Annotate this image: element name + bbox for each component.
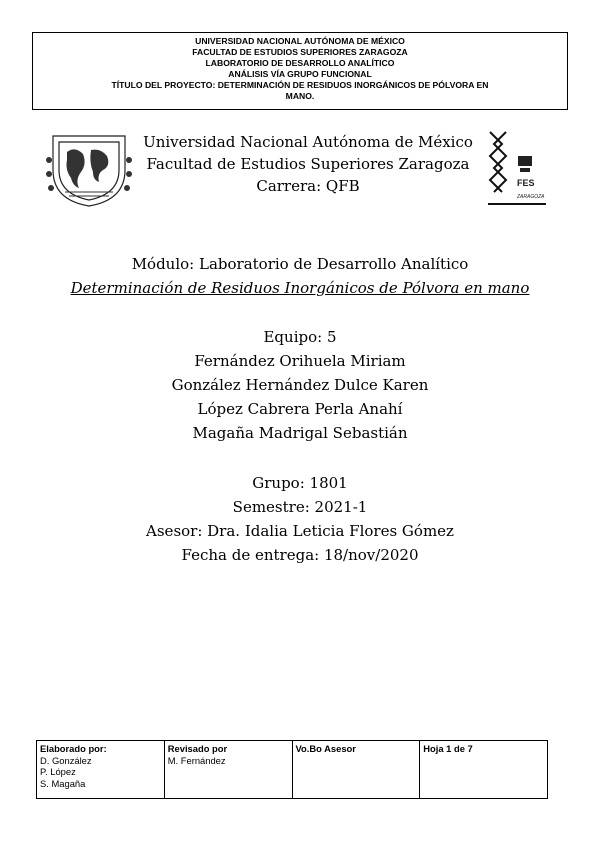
header-line: FACULTAD DE ESTUDIOS SUPERIORES ZARAGOZA [192,47,408,57]
prepared-by-cell [37,741,165,799]
advisor-approval-label: Vo.Bo Asesor [295,743,356,754]
fes-text: FES [517,178,535,188]
institution-block [130,131,486,197]
fes-zaragoza-logo [484,128,550,208]
semester-line: Semestre: 2021-1 [232,498,368,516]
delivery-date-line: Fecha de entrega: 18/nov/2020 [181,546,419,564]
prepared-by-name: P. López [40,766,76,777]
module-line: Módulo: Laboratorio de Desarrollo Analítico [131,255,469,273]
prepared-by-label: Elaborado por: [40,743,107,754]
header-line: ANÁLISIS VÍA GRUPO FUNCIONAL [228,69,372,79]
zaragoza-text: ZARAGOZA [517,194,545,200]
reviewed-by-name: M. Fernández [167,754,226,766]
advisor-line: Asesor: Dra. Idalia Leticia Flores Gómez [146,522,454,540]
team-member: González Hernández Dulce Karen [171,376,429,394]
team-label: Equipo: 5 [263,328,337,346]
advisor-approval-cell [292,741,420,799]
prepared-by-name: S. Magaña [40,777,86,789]
team-member: Fernández Orihuela Miriam [194,352,406,370]
faculty-name: Facultad de Estudios Superiores Zaragoza [146,155,470,173]
unam-seal-logo [45,130,133,208]
group-line: Grupo: 1801 [252,474,348,492]
project-title: Determinación de Residuos Inorgánicos de Pólvora en mano [70,279,530,297]
page-count-cell [420,741,548,799]
header-line: LABORATORIO DE DESARROLLO ANALÍTICO [205,58,395,68]
career-name: Carrera: QFB [256,177,360,195]
header-line: TÍTULO DEL PROYECTO: DETERMINACIÓN DE RESIDUOS INORGÁNICOS DE PÓLVORA EN [111,80,489,90]
prepared-by-name: D. González [40,754,92,766]
team-member: Magaña Madrigal Sebastián [192,424,408,442]
document-header-box [32,32,568,110]
team-member: López Cabrera Perla Anahí [197,400,403,418]
approval-footer-table [36,740,548,799]
reviewed-by-cell [164,741,292,799]
header-line: MANO. [285,91,315,101]
header-line: UNIVERSIDAD NACIONAL AUTÓNOMA DE MÉXICO [195,36,405,46]
university-name: Universidad Nacional Autónoma de México [143,133,473,151]
page-count-label: Hoja 1 de 7 [423,743,473,754]
reviewed-by-label: Revisado por [167,743,228,754]
